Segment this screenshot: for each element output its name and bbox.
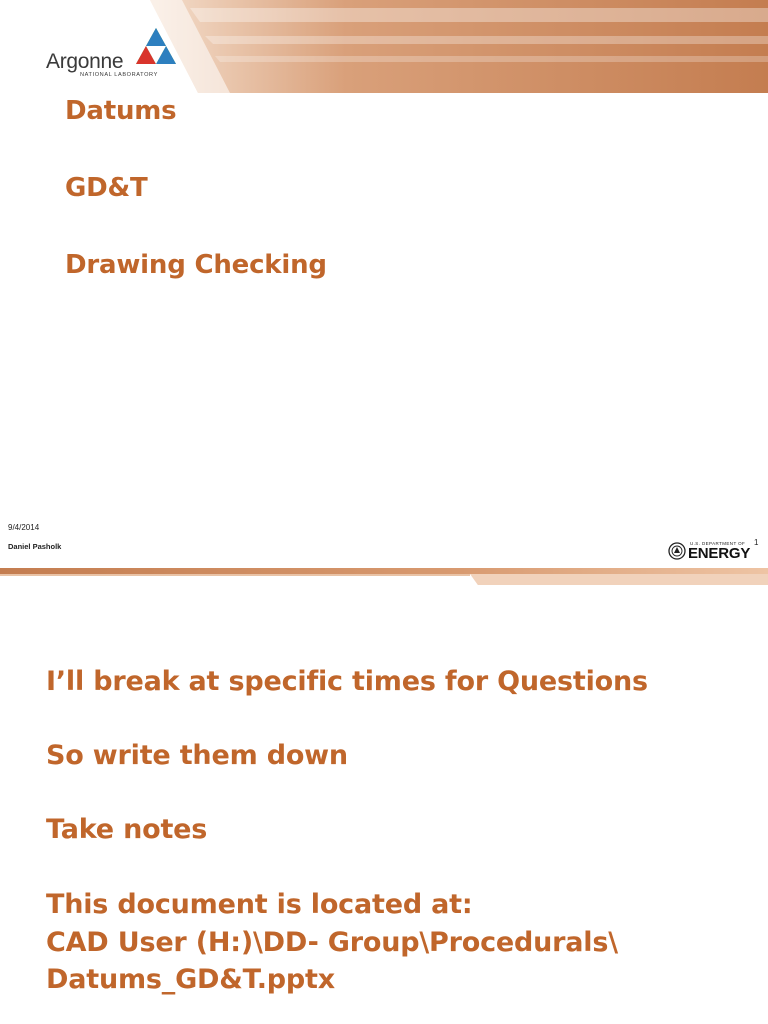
bullet-drawing-checking: Drawing Checking <box>65 250 327 280</box>
footer-author: Daniel Pasholk <box>8 542 62 551</box>
bullet-gdt: GD&T <box>65 173 148 203</box>
document-filename: Datums_GD&T.pptx <box>46 964 335 995</box>
page-number: 1 <box>754 538 759 547</box>
bullet-document-location: This document is located at: <box>46 889 473 920</box>
logo-wordmark: Argonne <box>46 50 124 73</box>
doe-logo <box>668 540 752 562</box>
slide-2 <box>0 588 768 1024</box>
doe-energy-label: ENERGY <box>688 545 751 562</box>
bullet-datums: Datums <box>65 96 177 126</box>
doe-department-label: U.S. DEPARTMENT OF <box>690 541 746 546</box>
argonne-logo <box>46 28 176 82</box>
footer-date: 9/4/2014 <box>8 523 40 532</box>
argonne-triangle-icon <box>136 28 176 66</box>
bullet-take-notes: Take notes <box>46 814 208 845</box>
doe-seal-icon <box>668 542 686 560</box>
bullet-break-questions: I’ll break at specific times for Questions <box>46 666 648 697</box>
logo-subtitle: NATIONAL LABORATORY <box>80 72 158 78</box>
document-path: CAD User (H:)\DD- Group\Procedurals\ <box>46 927 618 958</box>
bullet-write-down: So write them down <box>46 740 348 771</box>
footer-band <box>0 568 768 585</box>
